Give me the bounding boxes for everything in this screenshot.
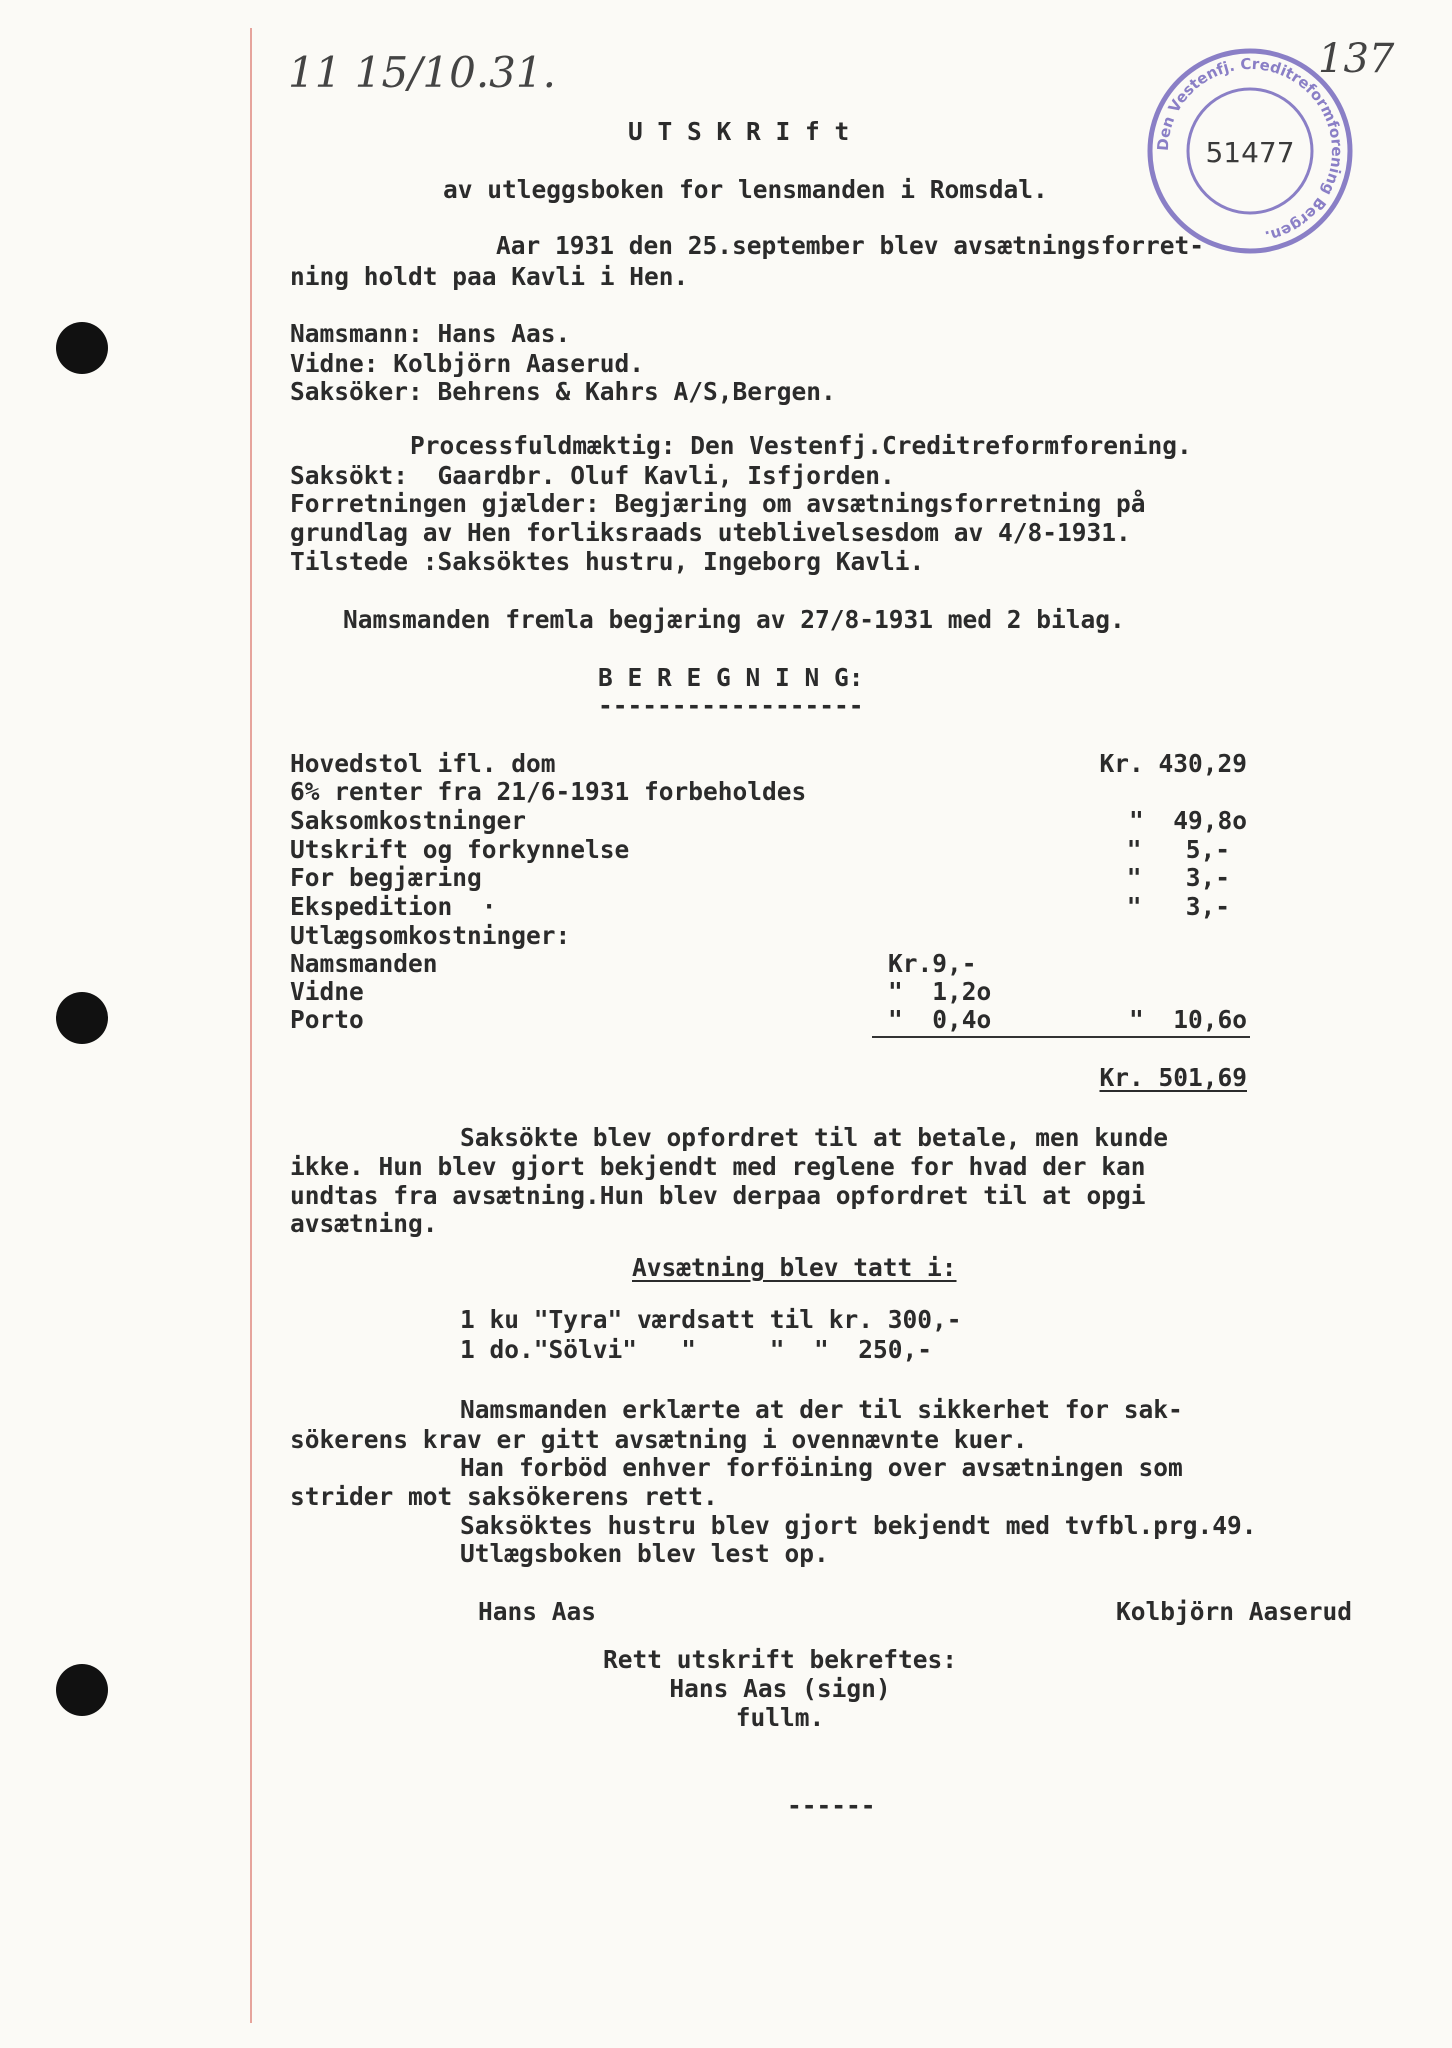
calc-row-label: Ekspedition · [290,892,497,921]
body-line: Han forböd enhver forföining over avsætningen som [460,1453,1183,1482]
body-line: ikke. Hun blev gjort bekjendt med reglene for hvad der kan [290,1152,1146,1181]
party-line: Namsmann: Hans Aas. [290,319,571,348]
body-line: undtas fra avsætning.Hun blev derpaa opfordret til at opgi [290,1181,1146,1210]
calc-row-subamount: " 0,4o [888,1005,992,1034]
calc-row-subamount: Kr.9,- [888,949,977,978]
stamp-ring-text: Den Vestenfj. Creditreformforening Bergen. [1153,54,1347,246]
handwritten-page-number: 137 [1318,36,1395,82]
body-line: Saksökte blev opfordret til at betale, men kunde [460,1123,1169,1152]
presented-line: Namsmanden fremla begjæring av 27/8-1931 med 2 bilag. [343,605,1125,634]
case-line: Processfuldmæktig: Den Vestenfj.Creditreformforening. [410,431,1192,460]
case-line: grundlag av Hen forliksraads uteblivelsesdom av 4/8-1931. [290,518,1131,547]
document-title: U T S K R I f t [628,117,850,146]
calc-row-amount: Kr. 430,29 [1099,749,1247,778]
intro-line: Aar 1931 den 25.september blev avsætningsforret- [496,231,1205,260]
calc-row-label: 6% renter fra 21/6-1931 forbeholdes [290,777,807,806]
calc-row-amount: " 3,- [1126,892,1230,921]
body-line: Utlægsboken blev lest op. [460,1539,829,1568]
sum-rule [872,1036,1250,1038]
punch-hole [56,1664,108,1716]
body-line: sökerens krav er gitt avsætning i ovennævnte kuer. [290,1425,1028,1454]
calculation-heading-underline: ------------------ [598,691,864,720]
document-subtitle: av utleggsboken for lensmanden i Romsdal. [443,175,1048,204]
calc-row-label: Saksomkostninger [290,806,527,835]
case-line: Forretningen gjælder: Begjæring om avsætningsforretning på [290,489,1146,518]
calc-row-label: Hovedstol ifl. dom [290,749,556,778]
calc-row-subamount: " 1,2o [888,977,992,1006]
margin-rule [250,28,252,2023]
calculation-heading: B E R E G N I N G: [598,663,864,692]
signature-left: Hans Aas [478,1597,597,1626]
seized-heading: Avsætning blev tatt i: [632,1253,957,1282]
calc-row-amount: " 49,8o [1128,806,1247,835]
calc-row-label: For begjæring [290,863,482,892]
punch-hole [56,322,108,374]
body-line: Namsmanden erklærte at der til sikkerhet for sak- [460,1395,1183,1424]
end-mark: ------ [787,1791,876,1820]
seized-item: 1 ku "Tyra" værdsatt til kr. 300,- [460,1305,962,1334]
calc-row-amount: " 5,- [1126,835,1230,864]
certification-line: fullm. [735,1703,825,1732]
creditreform-stamp [1143,44,1357,258]
calc-row-label: Vidne [290,977,364,1006]
handwritten-date-note: 11 15/10.31. [288,48,556,97]
body-line: strider mot saksökerens rett. [290,1482,718,1511]
party-line: Vidne: Kolbjörn Aaserud. [290,349,645,378]
stamp-number: 51477 [1205,136,1295,169]
calc-total: Kr. 501,69 [1099,1063,1247,1092]
calc-row-amount: " 10,6o [1128,1005,1247,1034]
signature-right: Kolbjörn Aaserud [1115,1597,1352,1626]
punch-hole [56,992,108,1044]
party-line: Saksöker: Behrens & Kahrs A/S,Bergen. [290,377,836,406]
certification-line: Hans Aas (sign) [669,1674,891,1703]
certification-line: Rett utskrift bekreftes: [602,1645,957,1674]
case-line: Saksökt: Gaardbr. Oluf Kavli, Isfjorden. [290,461,895,490]
body-line: avsætning. [290,1209,438,1238]
intro-line: ning holdt paa Kavli i Hen. [290,262,689,291]
seized-item: 1 do."Sölvi" " " " 250,- [460,1335,933,1364]
case-line: Tilstede :Saksöktes hustru, Ingeborg Kavli. [290,547,925,576]
calc-row-label: Utskrift og forkynnelse [290,835,630,864]
calc-row-amount: " 3,- [1126,863,1230,892]
calc-row-label: Utlægsomkostninger: [290,921,571,950]
body-line: Saksöktes hustru blev gjort bekjendt med tvfbl.prg.49. [460,1511,1257,1540]
calc-row-label: Namsmanden [290,949,438,978]
calc-row-label: Porto [290,1005,364,1034]
